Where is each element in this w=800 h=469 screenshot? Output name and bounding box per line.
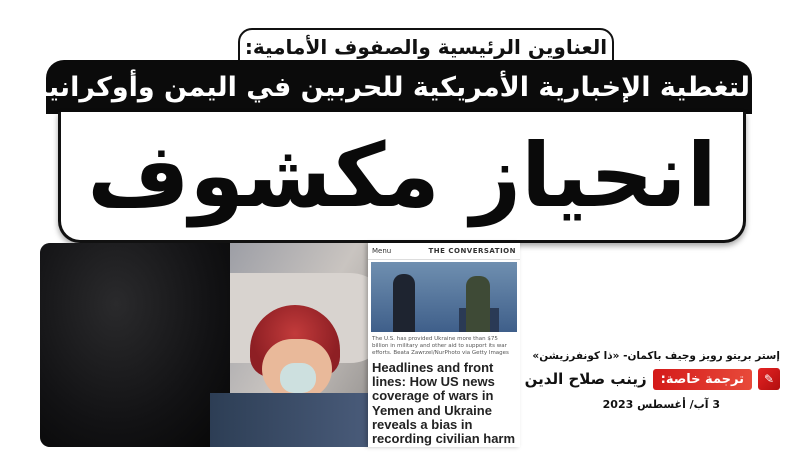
- publish-date: 3 آب/ أغسطس 2023: [602, 398, 720, 411]
- deck-banner: التغطية الإخبارية الأمريكية للحربين في اليمن وأوكرانيا: [46, 60, 752, 114]
- speaker-right: [466, 276, 490, 332]
- translation-label: ترجمة خاصة:: [653, 369, 752, 390]
- main-headline: انحياز مكشوف: [87, 124, 717, 227]
- article-caption: The U.S. has provided Ukraine more than $75 billion in military and other aid to support its war efforts. Beata Zawrzel/NurPhoto via Getty Images: [372, 336, 509, 356]
- kicker-line: العناوين الرئيسية والصفوف الأمامية:: [238, 28, 614, 66]
- mother-figure: [40, 243, 230, 447]
- article-topbar: [368, 243, 520, 260]
- child-photo: [40, 243, 376, 447]
- headline-box: [58, 112, 746, 243]
- article-screenshot: [368, 243, 520, 447]
- article-title: Headlines and front lines: How US news coverage of wars in Yemen and Ukraine reveals a bias in recording civilian harm: [372, 359, 516, 447]
- brand-logo: THE CONVERSATION: [428, 247, 516, 255]
- speaker-left: [393, 274, 415, 332]
- article-image: [371, 262, 517, 332]
- pen-icon: ✎: [758, 368, 780, 390]
- translation-row: [480, 368, 780, 390]
- blanket: [210, 393, 376, 447]
- authors-line: إستر بريتو رويز وجيف باكمان- «ذا كونفرزيشن»: [532, 350, 780, 362]
- credits-block: [480, 350, 780, 411]
- translator-name: زينب صلاح الدين: [524, 370, 647, 388]
- menu-label: Menu: [372, 247, 392, 255]
- oxygen-mask: [280, 363, 316, 393]
